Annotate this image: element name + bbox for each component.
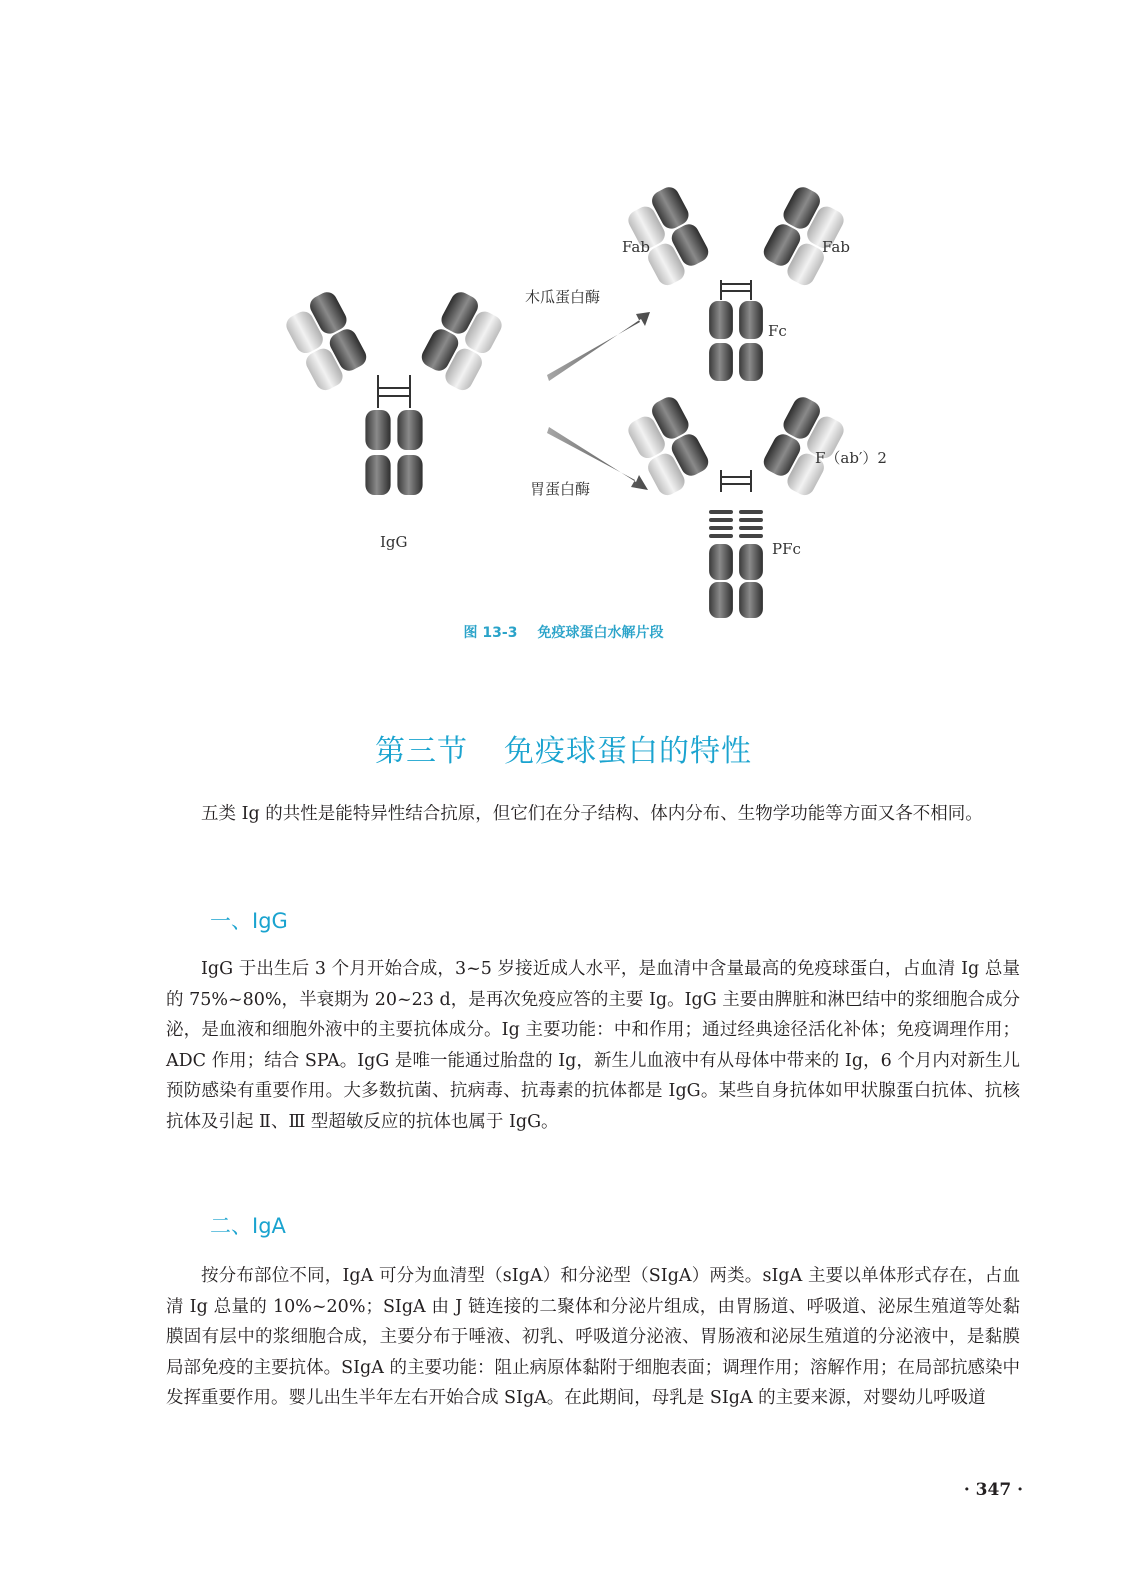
subsection-heading-iga: 二、IgA	[210, 1214, 286, 1238]
fc-fragment	[709, 280, 763, 381]
igg-molecule	[280, 289, 508, 495]
section-number: 第三节	[375, 734, 468, 769]
pfc-fragment	[709, 510, 763, 618]
section-title	[0, 726, 1127, 770]
antibody-diagram	[270, 180, 910, 620]
figure-caption	[0, 622, 1127, 642]
label-fc: Fc	[768, 322, 787, 340]
iga-paragraph: 按分布部位不同，IgA 可分为血清型（sIgA）和分泌型（SIgA）两类。sIgA 主要以单体形式存在，占血清 Ig 总量的 10%~20%；SIgA 由 J 链连接的二聚体和分泌片组成，由胃肠道、呼吸道、泌尿生殖道等处黏膜固有层中的浆细胞合成，主要分布于唾液、初乳、呼吸道分泌液、胃肠液和泌尿生殖道的分泌液中，是黏膜局部免疫的主要抗体。SIgA 的主要功能：阻止病原体黏附于细胞表面；调理作用；溶解作用；在局部抗感染中发挥重要作用。婴儿出生半年左右开始合成 SIgA。在此期间，母乳是 SIgA 的主要来源，对婴幼儿呼吸道	[166, 1266, 1020, 1408]
figure-title: 免疫球蛋白水解片段	[537, 625, 664, 641]
figure-ig-hydrolysis	[270, 180, 910, 620]
label-pfc: PFc	[772, 540, 801, 558]
label-igg: IgG	[380, 533, 408, 551]
papain-arrow	[547, 312, 650, 381]
subsection-heading-igg: 一、IgG	[210, 909, 288, 933]
label-papain: 木瓜蛋白酶	[525, 288, 601, 306]
intro-paragraph: 五类 Ig 的共性是能特异性结合抗原，但它们在分子结构、体内分布、生物学功能等方面又各不相同。	[201, 804, 983, 824]
figure-number: 图 13-3	[463, 625, 518, 641]
page-number: · 347 ·	[963, 1480, 1023, 1500]
igg-paragraph: IgG 于出生后 3 个月开始合成，3~5 岁接近成人水平，是血清中含量最高的免疫球蛋白，占血清 Ig 总量的 75%~80%，半衰期为 20~23 d，是再次免疫应答的主要 Ig。IgG 主要由脾脏和淋巴结中的浆细胞合成分泌，是血液和细胞外液中的主要抗体成分。Ig 主要功能：中和作用；通过经典途径活化补体；免疫调理作用；ADC 作用；结合 SPA。IgG 是唯一能通过胎盘的 Ig，新生儿血液中有从母体中带来的 Ig，6 个月内对新生儿预防感染有重要作用。大多数抗菌、抗病毒、抗毒素的抗体都是 IgG。某些自身抗体如甲状腺蛋白抗体、抗核抗体及引起 Ⅱ、Ⅲ 型超敏反应的抗体也属于 IgG。	[166, 959, 1020, 1132]
label-pepsin: 胃蛋白酶	[530, 480, 591, 498]
label-fab2: F（ab′）2	[815, 449, 887, 467]
label-fab-left: Fab	[622, 238, 650, 256]
section-name: 免疫球蛋白的特性	[504, 734, 752, 769]
fab-fragments	[622, 184, 850, 289]
label-fab-right: Fab	[822, 238, 850, 256]
